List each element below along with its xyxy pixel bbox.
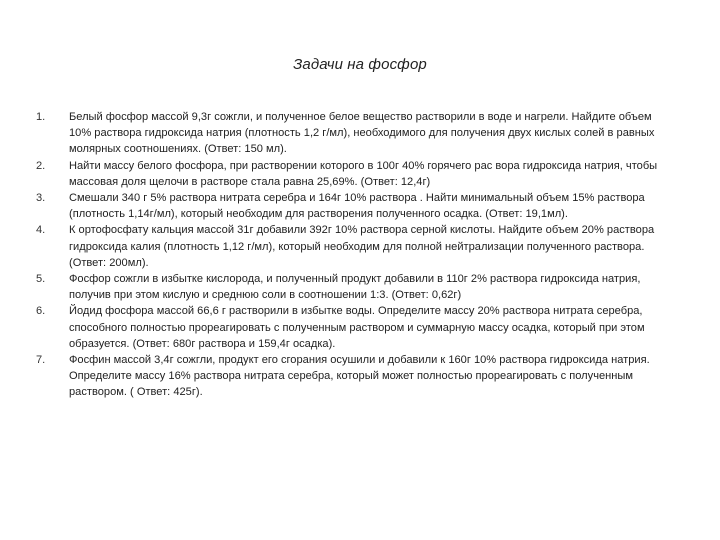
task-item-1 <box>36 109 676 158</box>
task-number: 7. <box>36 354 46 367</box>
task-number: 3. <box>36 192 46 205</box>
task-item-6 <box>36 303 676 352</box>
task-text: К ортофосфату кальция массой 31г добавили 392г 10% раствора серной кислоты. Найдите объем 20% раствора гидроксида калия (плотность 1,12 г/мл), который необходим для полной нейтрализации полученного раствора. (Ответ: 200мл). <box>69 224 655 269</box>
task-item-5 <box>36 271 676 303</box>
task-number: 6. <box>36 305 46 318</box>
task-text: Йодид фосфора массой 66,6 г растворили в избытке воды. Определите массу 20% раствора нитрата серебра, способного полностью прореагировать с полученным раствором и суммарную массу осадка, который при этом образуется. (Ответ: 680г раствора и 159,4г осадка). <box>69 305 645 350</box>
task-text: Фосфор сожгли в избытке кислорода, и полученный продукт добавили в 110г 2% раствора гидроксида натрия, получив при этом кислую и среднюю соли в соотношении 1:3. (Ответ: 0,62г) <box>69 273 641 302</box>
page-title: Задачи на фосфор <box>293 56 427 73</box>
task-text: Фосфин массой 3,4г сожгли, продукт его сгорания осушили и добавили к 160г 10% раствора гидроксида натрия. Определите массу 16% раствора нитрата серебра, который может полностью прореагировать с полученным раствором. ( Ответ: 425г). <box>69 354 650 399</box>
task-text: Смешали 340 г 5% раствора нитрата серебра и 164г 10% раствора . Найти минимальный объем 15% раствора (плотность 1,14г/мл), который необходим для растворения полученного осадка. (Ответ: 19,1мл). <box>69 192 645 221</box>
task-number: 5. <box>36 273 46 286</box>
task-item-2 <box>36 158 676 190</box>
task-text: Найти массу белого фосфора, при растворении которого в 100г 40% горячего рас вора гидроксида натрия, чтобы массовая доля щелочи в растворе стала равна 25,69%. (Ответ: 12,4г) <box>69 159 658 188</box>
task-item-3 <box>36 190 676 222</box>
task-number: 1. <box>36 111 46 123</box>
task-number: 4. <box>36 224 46 237</box>
task-text: Белый фосфор массой 9,3г сожгли, и полученное белое вещество растворили в воде и нагрели. Найдите объем 10% раствора гидроксида натрия (плотность 1,2 г/мл), необходимого для получения двух кислых солей в равных молярных соотношениях. (Ответ: 150 мл). <box>69 111 655 156</box>
task-list <box>36 109 676 401</box>
task-item-4 <box>36 222 676 271</box>
task-number: 2. <box>36 159 46 172</box>
task-item-7 <box>36 352 676 401</box>
